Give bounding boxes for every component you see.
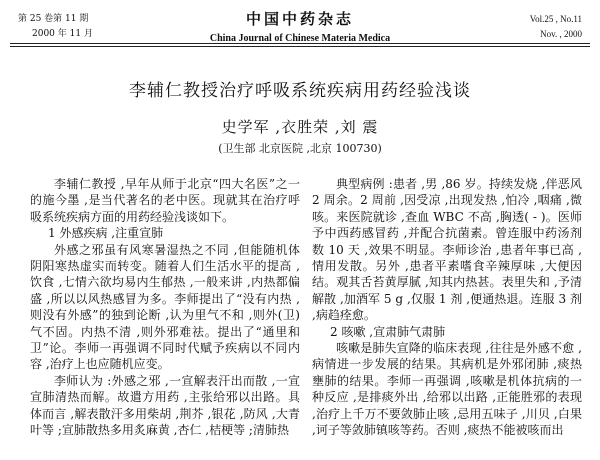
header-center [0, 8, 600, 44]
section-1-paragraph-2: 李师认为 :外感之邪 ,一宣解表汗出而散 ,一宣宣肺清热而解。故遣方用药 ,主张给邪以出路。具体而言 ,解表散汗多用柴胡 ,荆芥 ,银花 ,防风 ,大青叶等 ;宣肺散热多用炙麻黄 ,杏仁 ,桔梗等 ;清肺热 [30, 373, 300, 438]
volume-issue-cn: 第 25 卷第 11 期 [18, 14, 89, 24]
article-title: 李辅仁教授治疗呼吸系统疾病用药经验浅谈 [129, 81, 471, 101]
journal-title-en: China Journal of Chinese Materia Medica [209, 33, 391, 44]
article-authors: 史学军 ,衣胜荣 ,刘 震 [221, 118, 379, 136]
header-right [530, 12, 582, 42]
article-affiliation: (卫生部 北京医院 ,北京 100730) [218, 142, 382, 155]
intro-paragraph: 李辅仁教授 ,早年从师于北京“四大名医”之一的施今墨 ,是当代著名的老中医。现就其在治疗呼吸系统疾病方面的用药经验浅谈如下。 [30, 177, 300, 224]
right-column [312, 176, 582, 439]
header-rule [10, 43, 590, 47]
section-2-heading: 2 咳嗽 ,宣肃肺气肃肺 [330, 324, 446, 339]
date-en: Nov. , 2000 [540, 29, 582, 39]
section-1-paragraph-1: 外感之邪虽有风寒暑湿热之不同 ,但能随机体阴阳寒热虚实而转变。随着人们生活水平的提高 ,饮食 ,七情六欲均易内生郁热 ,一般来讲 ,内热都偏盛 ,所以以风热感冒为多。李师提出了“没有内热 ,则没有外感”的独到论断 ,认为里气不和 ,则外(卫)气不固。内热不清 ,则外邪难祛。提出了“通里和卫”论。李师一再强调不同时代赋予疾病以不同内容 ,治疗上也应随机应变。 [30, 242, 300, 372]
case-paragraph: 典型病例 :患者 ,男 ,86 岁。持续发烧 ,伴恶风 2 周余。2 周前 ,因受凉 ,出现发热 ,怕冷 ,咽痛 ,微咳。来医院就诊 ,查血 WBC 不高 ,胸透( - )。医师予中西药感冒药 ,并配合抗菌素。曾连服中药汤剂数 10 天 ,效果不明显。李师诊治 ,患者年事已高 ,情用发散。另外 ,患者平素嗜食辛辣厚味 ,大便因结。观其舌苔黄厚腻 ,知其内热甚。表里失和 ,予清解散 ,加酒军 5 g ,仅服 1 剂 ,便通热退。连服 3 剂 ,病趋痊愈。 [312, 177, 582, 323]
left-column [30, 176, 300, 439]
section-1-heading: 1 外感疾病 ,注重宣肺 [48, 226, 164, 241]
volume-issue-en: Vol.25 , No.11 [529, 14, 582, 24]
journal-title-cn: 中国中药杂志 [245, 10, 354, 28]
section-2-paragraph-1: 咳嗽是肺失宣降的临床表现 ,往往是外感不愈 ,病情进一步发展的结果。其病机是外邪闭肺 ,痰热壅肺的结果。李师一再强调 ,咳嗽是机体抗病的一种反应 ,是排痰外出 ,给邪以出路 ,正能胜邪的表现 ,治疗上千万不要敛肺止咳 ,忌用五味子 ,川贝 ,白果 ,诃子等敛肺镇咳等药。否则 ,痰热不能被咳而出 [312, 341, 582, 438]
date-cn: 2000 年 11 月 [32, 29, 93, 39]
